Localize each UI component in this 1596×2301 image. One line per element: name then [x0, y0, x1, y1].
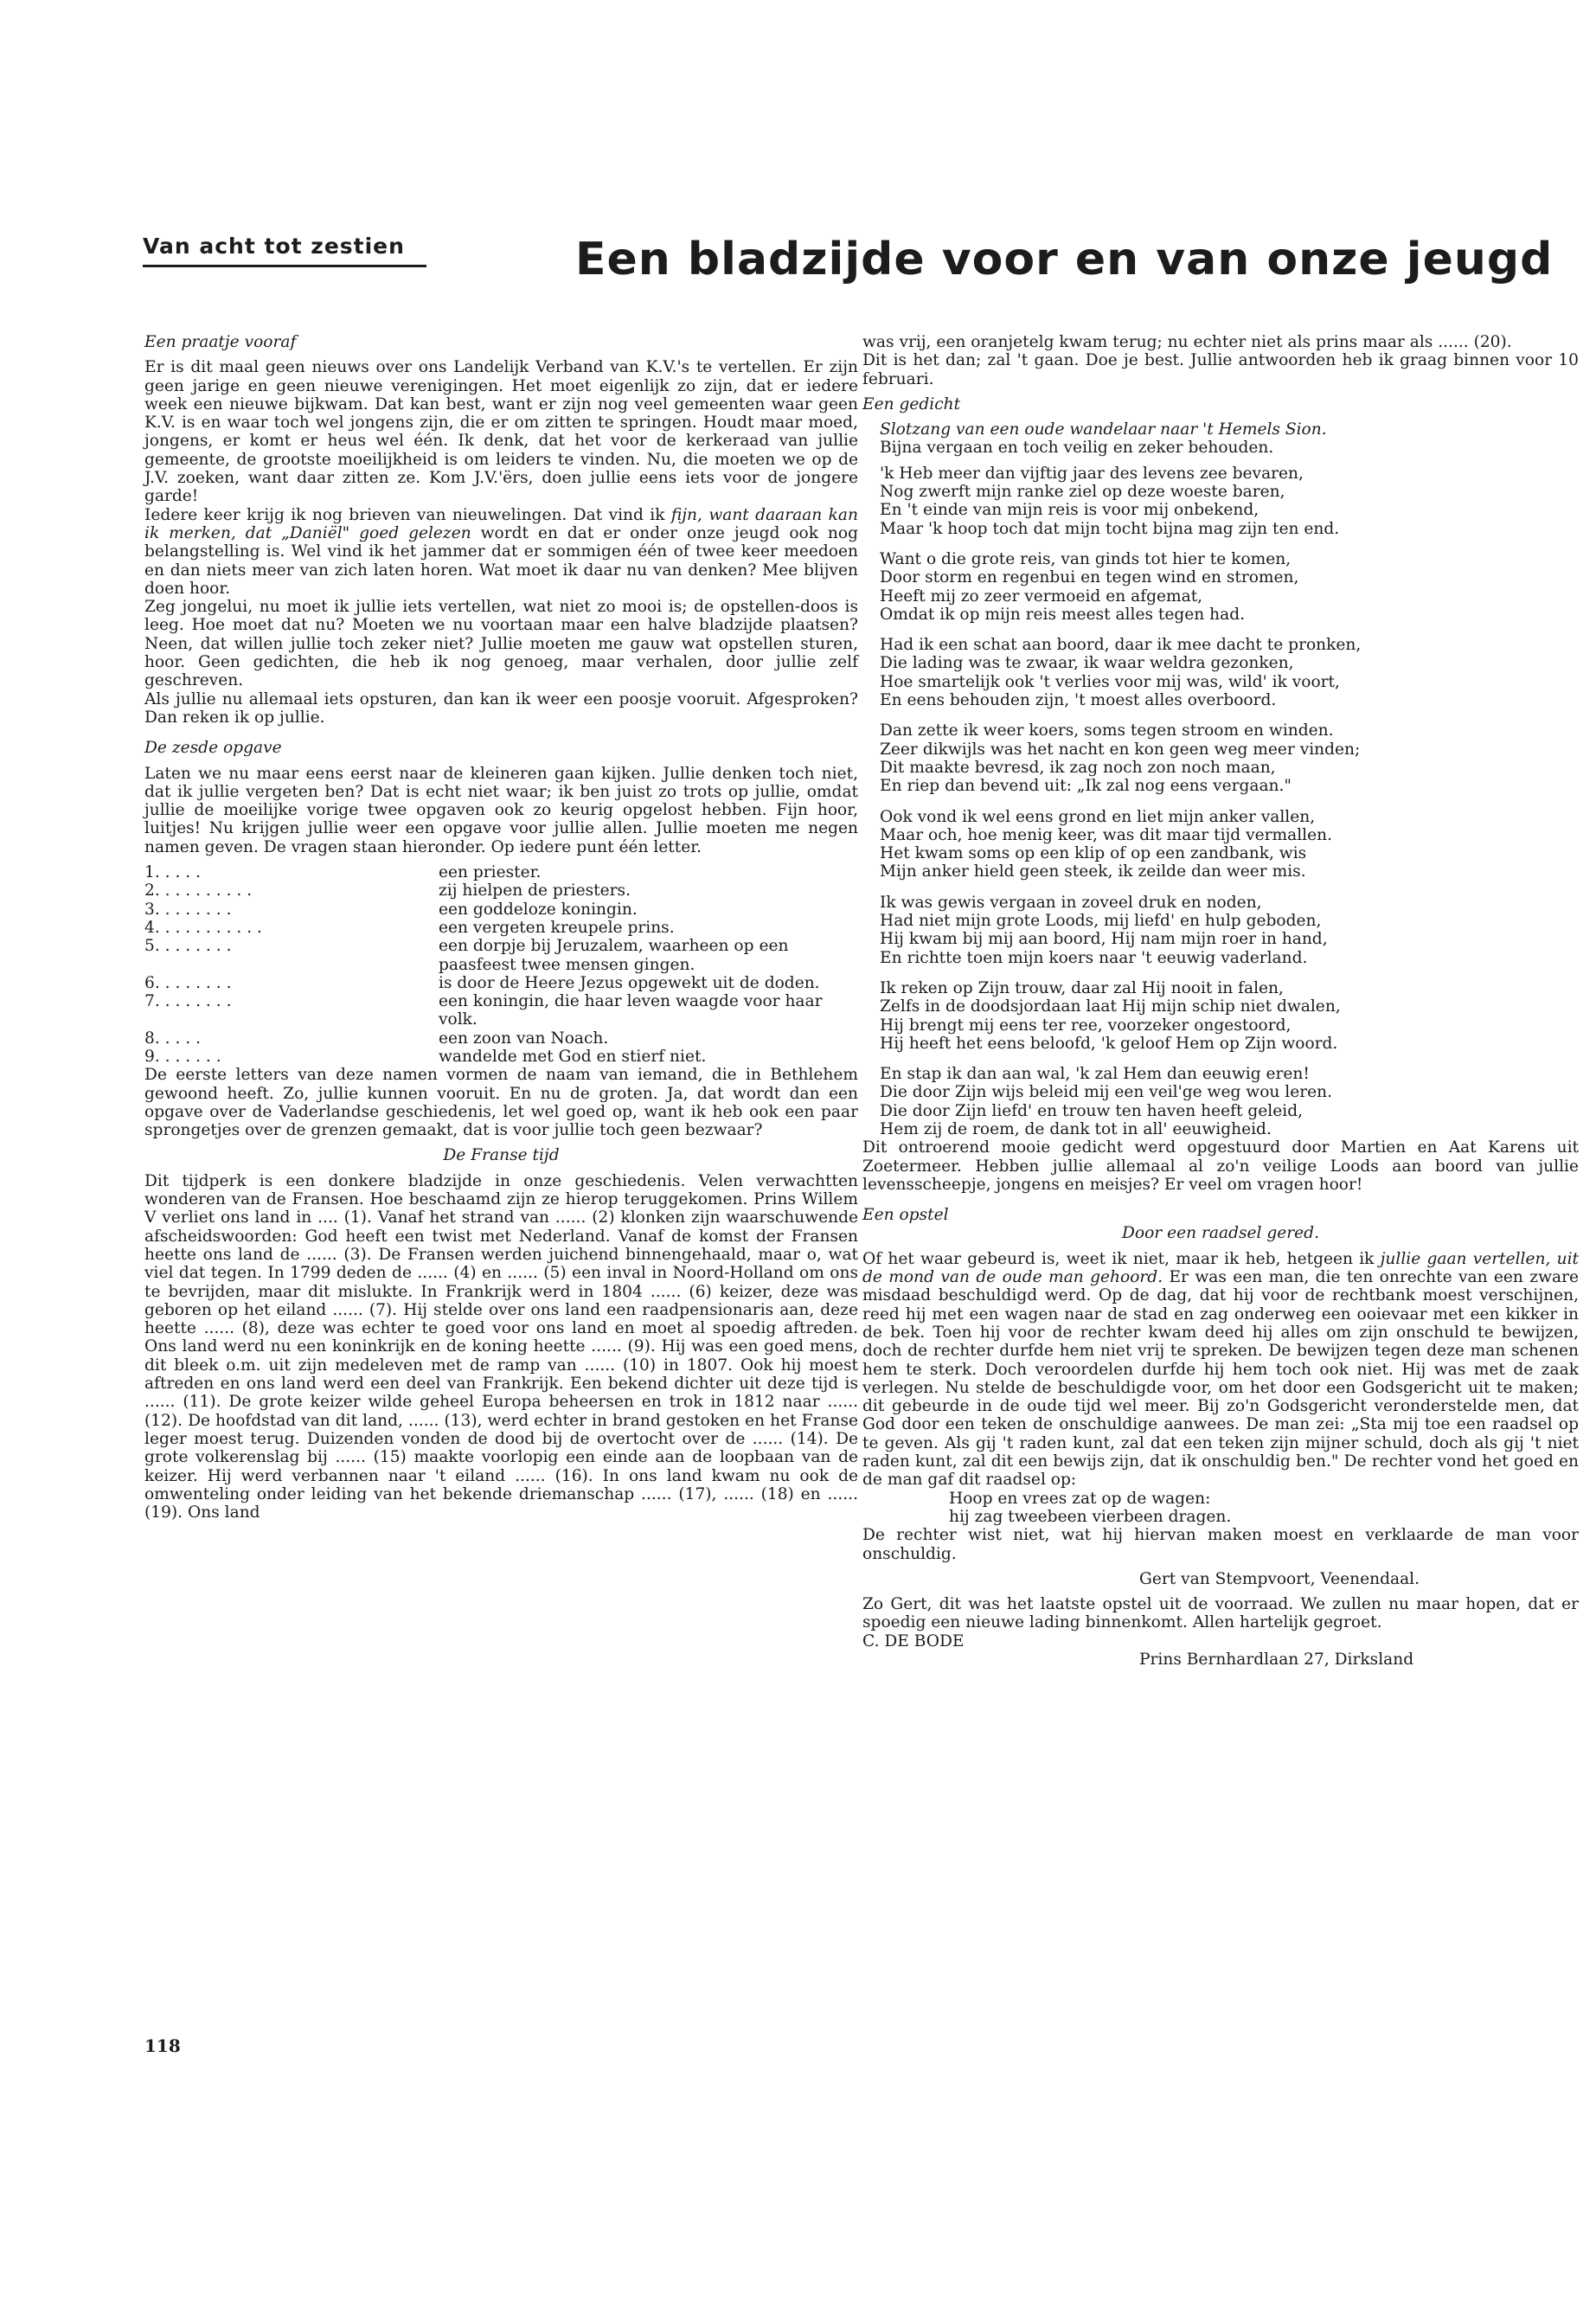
- poem-line: En stap ik dan aan wal, 'k zal Hem dan eeuwig eren!: [880, 1065, 1310, 1084]
- text-run: Er was een man, die ten onrechte van een zware misdaad beschuldigd werd. Op de dag, dat hij voor de rechtbank moest verschijnen, reed hij met een wagen naar de stad en zag onderweg een ooievaar met een kikker in de bek. Toen hij voor de rechter kwam deed hij alles om zijn onschuld te bewijzen, doch de rechter durfde hem niet vrij te spreken. De bewijzen tegen deze man schenen hem te sterk. Doch veroordelen durfde hij hem toch ook niet. Hij was met de zaak verlegen. Nu stelde de beschuldigde voor, om het door een Godsgericht uit te maken; dit gebeurde in de oude tijd wel meer. Bij zo'n Godsgericht veronderstelde men, dat God door een teken de onschuldige aanwees. De man zei: „Sta mij toe een raadsel op te geven. Als gij 't raden kunt, zal dat een teken zijn mijner schuld, doch als gij 't niet raden kunt, zal dit een bewijs zijn, dat ik onschuldig ben." De rechter vond het goed en de man gaf dit raadsel op:: [862, 1268, 1579, 1490]
- poem-line: Had ik een schat aan boord, daar ik mee dacht te pronken,: [880, 636, 1362, 655]
- italic-text-run: jullie gaan vertellen, uit de mond van de oude man gehoord.: [862, 1249, 1579, 1287]
- paragraph: [144, 506, 858, 598]
- italic-text-run: fijn, want daaraan kan ik merken, dat „Daniël" goed gelezen: [144, 505, 858, 542]
- quiz-item: [144, 1029, 858, 1048]
- poem-stanza: [862, 550, 1579, 624]
- poem-subtitle: Bijna vergaan en toch veilig en zeker behouden.: [880, 439, 1274, 458]
- poem-stanza: [862, 979, 1579, 1053]
- editor-name: C. DE BODE: [862, 1631, 965, 1650]
- riddle-line: hij zag tweebeen vierbeen dragen.: [949, 1507, 1232, 1526]
- poem-line: Mijn anker hield geen steek, ik zeilde dan weer mis.: [880, 862, 1306, 881]
- poem-line: Maar 'k hoop toch dat mijn tocht bijna mag zijn ten end.: [880, 519, 1340, 538]
- section-title-zesde-opgave: De zesde opgave: [144, 739, 282, 758]
- left-column: [144, 333, 858, 1522]
- section-title-opstel: Een opstel: [862, 1206, 949, 1225]
- poem-stanza: [862, 636, 1579, 709]
- poem-line: Door storm en regenbui en tegen wind en stromen,: [880, 568, 1299, 587]
- quiz-item-number: 3. . . . . . . .: [144, 900, 232, 919]
- quiz-item: [144, 992, 858, 1029]
- section-title-franse-tijd: De Franse tijd: [443, 1146, 560, 1165]
- kicker-underline: [143, 265, 426, 267]
- editor-address: Prins Bernhardlaan 27, Dirksland: [1139, 1650, 1414, 1669]
- paragraph: Er is dit maal geen nieuws over ons Landelijk Verband van K.V.'s te vertellen. Er zijn geen jarige en geen nieuwe verenigingen. Het moet eigenlijk zo zijn, dat er iedere week een nieuwe bijkwam. Dat kan best, want er zijn nog veel gemeenten waar geen K.V. is en waar toch wel jongens zijn, die er om zitten te springen. Houdt maar moed, jongens, er komt er heus wel één. Ik denk, dat het voor de kerkeraad van jullie gemeente, de grootste moeilijkheid is om leiders te vinden. Nu, die moeten we op de J.V. zoeken, want daar zitten ze. Kom J.V.'ërs, doen jullie eens iets voor de jongere garde!: [144, 358, 858, 506]
- page-number: 118: [144, 2035, 181, 2056]
- poem-line: Want o die grote reis, van ginds tot hier te komen,: [880, 549, 1292, 568]
- poem-stanza: [862, 465, 1579, 538]
- paragraph: Dit tijdperk is een donkere bladzijde in onze geschiedenis. Velen verwachtten wonderen van de Fransen. Hoe beschaamd zijn ze hierop teruggekomen. Prins Willem V verliet ons land in .... (1). Vanaf het strand van ...... (2) klonken zijn waarschuwende afscheidswoorden: God heeft een twist met Nederland. Vanaf de komst der Fransen heette ons land de ...... (3). De Fransen werden juichend binnengehaald, maar o, wat viel dat tegen. In 1799 deden de ...... (4) en ...... (5) een inval in Noord-Holland om ons te bevrijden, maar dit mislukte. In Frankrijk werd in 1804 ...... (6) keizer, deze was geboren op het eiland ...... (7). Hij stelde over ons land een raadpensionaris aan, deze heette ...... (8), deze was echter te goed voor ons land en moet al spoedig aftreden. Ons land werd nu een koninkrijk en de koning heette ...... (9). Hij was een goed mens, dit bleek o.m. uit zijn medeleven met de ramp van ...... (10) in 1807. Ook hij moest aftreden en ons land werd een deel van Frankrijk. Een bekend dichter uit deze tijd is ...... (11). De grote keizer wilde geheel Europa beheersen en trok in 1812 naar ...... (12). De hoofdstad van dit land, ...... (13), werd echter in brand gestoken en het Franse leger moest terug. Duizenden vonden de dood bij de overtocht over de ...... (14). De grote volkerenslag bij ...... (15) maakte voorlopig een einde aan de loopbaan van de keizer. Hij werd verbannen naar 't eiland ...... (16). In ons land kwam nu ook de omwenteling onder leiding van het bekende driemanschap ...... (17), ...... (18) en ...... (19). Ons land: [144, 1171, 858, 1522]
- paragraph: Dit is het dan; zal 't gaan. Doe je best. Jullie antwoorden heb ik graag binnen voor 10 februari.: [862, 351, 1579, 388]
- poem-line: Ook vond ik wel eens grond en liet mijn anker vallen,: [880, 807, 1316, 826]
- essay-signature: Gert van Stempvoort, Veenendaal.: [1139, 1569, 1420, 1588]
- poem-line: Dit maakte bevresd, ik zag noch zon noch maan,: [880, 758, 1276, 777]
- poem-stanza: [862, 808, 1579, 881]
- quiz-item-number: 8. . . . .: [144, 1029, 202, 1048]
- poem-line: En riep dan bevend uit: „Ik zal nog eens vergaan.": [880, 777, 1292, 796]
- poem-line: Hem zij de roem, de dank tot in all' eeuwigheid.: [880, 1119, 1272, 1138]
- section-title-praatje: Een praatje vooraf: [144, 333, 297, 351]
- poem-line: 'k Heb meer dan vijftig jaar des levens zee bevaren,: [880, 464, 1304, 483]
- paragraph: De eerste letters van deze namen vormen de naam van iemand, die in Bethlehem gewoond heeft. Zo, jullie kunnen vooruit. En nu de groten. Ja, dat wordt dan een opgave over de Vaderlandse geschiedenis, let wel goed op, want ik heb ook een paar sprongetjes over de grenzen gemaakt, dat is voor jullie toch geen bezwaar?: [144, 1066, 858, 1140]
- quiz-item: [144, 919, 858, 937]
- quiz-item-number: 5. . . . . . . .: [144, 937, 232, 956]
- paragraph: Laten we nu maar eens eerst naar de kleineren gaan kijken. Jullie denken toch niet, dat ik jullie vergeten ben? Dat is echt niet waar; ik ben juist zo trots op jullie, omdat jullie de moeilijke vorige twee opgaven ook zo keurig opgelost hebben. Fijn hoor, luitjes! Nu krijgen jullie weer een opgave voor jullie allen. Jullie moeten me negen namen geven. De vragen staan hieronder. Op iedere punt één letter.: [144, 764, 858, 856]
- poem-title: Slotzang van een oude wandelaar naar 't Hemels Sion.: [880, 420, 1327, 439]
- text-run: Iedere keer krijg ik nog brieven van nieuwelingen. Dat vind ik: [144, 505, 671, 524]
- poem-line: Het kwam soms op een klip of op een zandbank, wis: [880, 844, 1307, 863]
- text-run: wordt en dat er onder onze jeugd ook nog belangstelling is. Wel vind ik het jammer dat er sommigen één of twee keer meedoen en dan niets meer van zich laten horen. Wat moet ik daar nu van denken? Mee blijven doen hoor.: [144, 523, 859, 598]
- text-run: Of het waar gebeurd is, weet ik niet, maar ik heb, hetgeen ik: [862, 1249, 1381, 1268]
- quiz-item: [144, 901, 858, 919]
- essay-title: Door een raadsel gered.: [1122, 1224, 1319, 1243]
- poem-line: En eens behouden zijn, 't moest alles overboord.: [880, 691, 1277, 710]
- poem-line: Hij kwam bij mij aan boord, Hij nam mijn roer in hand,: [880, 930, 1328, 949]
- page-headline: Een bladzijde voor en van onze jeugd: [575, 234, 1554, 285]
- quiz-item-text: is door de Heere Jezus opgewekt uit de doden.: [439, 973, 820, 992]
- quiz-item-text: een vergeten kreupele prins.: [439, 918, 675, 937]
- poem-stanza: [862, 721, 1579, 795]
- poem-line: Die lading was te zwaar, ik waar weldra gezonken,: [880, 654, 1294, 673]
- quiz-list: [144, 863, 858, 1066]
- right-column: [862, 333, 1579, 1669]
- quiz-item-number: 7. . . . . . . .: [144, 992, 232, 1011]
- poem-line: Heeft mij zo zeer vermoeid en afgemat,: [880, 586, 1203, 606]
- poem-line: Die door Zijn liefd' en trouw ten haven heeft geleid,: [880, 1101, 1304, 1120]
- quiz-item-text: zij hielpen de priesters.: [439, 881, 631, 901]
- quiz-item-number: 6. . . . . . . .: [144, 973, 232, 992]
- paragraph: Zo Gert, dit was het laatste opstel uit de voorraad. We zullen nu maar hopen, dat er spoedig een nieuwe lading binnenkomt. Allen hartelijk gegroet.: [862, 1595, 1579, 1632]
- poem-line: Hij heeft het eens beloofd, 'k geloof Hem op Zijn woord.: [880, 1034, 1338, 1053]
- paragraph: Als jullie nu allemaal iets opsturen, dan kan ik weer een poosje vooruit. Afgesproken? Dan reken ik op jullie.: [144, 689, 858, 727]
- quiz-item: [144, 863, 858, 881]
- poem-stanza: [862, 1065, 1579, 1138]
- quiz-item-number: 4. . . . . . . . . . .: [144, 918, 262, 937]
- paragraph: De rechter wist niet, wat hij hiervan maken moest en verklaarde de man voor onschuldig.: [862, 1526, 1579, 1563]
- quiz-item-text: een goddeloze koningin.: [439, 900, 638, 919]
- poem-line: Had niet mijn grote Loods, mij liefd' en hulp geboden,: [880, 912, 1322, 931]
- quiz-item-text: een zoon van Noach.: [439, 1029, 609, 1048]
- quiz-item-number: 1. . . . .: [144, 863, 202, 882]
- section-kicker: Van acht tot zestien: [143, 234, 405, 259]
- poem-line: En richtte toen mijn koers naar 't eeuwig vaderland.: [880, 948, 1308, 967]
- paragraph: [862, 1250, 1579, 1490]
- poem-line: Ik was gewis vergaan in zoveel druk en noden,: [880, 893, 1262, 912]
- quiz-item-number: 9. . . . . . .: [144, 1047, 221, 1066]
- quiz-item: [144, 1048, 858, 1066]
- poem-line: Nog zwerft mijn ranke ziel op deze woeste baren,: [880, 483, 1285, 502]
- quiz-item-text: een dorpje bij Jeruzalem, waarheen op een paasfeest twee mensen gingen.: [439, 937, 789, 974]
- paragraph: Dit ontroerend mooie gedicht werd opgestuurd door Martien en Aat Karens uit Zoetermeer. Hebben jullie allemaal al zo'n veilige Loods aan boord van jullie levensscheepje, jongens en meisjes? Er veel om vragen hoor!: [862, 1138, 1579, 1194]
- poem-stanza: [862, 894, 1579, 967]
- quiz-item: [144, 937, 858, 974]
- quiz-item: [144, 881, 858, 900]
- poem-line: Maar och, hoe menig keer, was dit maar tijd vermallen.: [880, 825, 1332, 844]
- quiz-item-text: wandelde met God en stierf niet.: [439, 1047, 707, 1066]
- poem-line: Die door Zijn wijs beleid mij een veil'ge weg wou leren.: [880, 1083, 1333, 1102]
- poem: [862, 420, 1579, 1138]
- riddle-line: Hoop en vrees zat op de wagen:: [949, 1489, 1211, 1508]
- poem-line: En 't einde van mijn reis is voor mij onbekend,: [880, 501, 1259, 520]
- quiz-item-text: een koningin, die haar leven waagde voor haar volk.: [439, 992, 823, 1029]
- poem-line: Ik reken op Zijn trouw, daar zal Hij nooit in falen,: [880, 978, 1284, 997]
- poem-line: Zelfs in de doodsjordaan laat Hij mijn schip niet dwalen,: [880, 997, 1341, 1016]
- quiz-item-number: 2. . . . . . . . . .: [144, 881, 253, 901]
- section-title-gedicht: Een gedicht: [862, 394, 961, 413]
- poem-line: Zeer dikwijls was het nacht en kon geen weg meer vinden;: [880, 740, 1361, 759]
- paragraph: was vrij, een oranjetelg kwam terug; nu echter niet als prins maar als ...... (20).: [862, 333, 1512, 351]
- poem-line: Hij brengt mij eens ter ree, voorzeker ongestoord,: [880, 1016, 1292, 1035]
- poem-line: Omdat ik op mijn reis meest alles tegen had.: [880, 605, 1246, 624]
- poem-line: Hoe smartelijk ook 't verlies voor mij was, wild' ik voort,: [880, 672, 1340, 691]
- quiz-item: [144, 974, 858, 992]
- quiz-item-text: een priester.: [439, 863, 542, 882]
- paragraph: Zeg jongelui, nu moet ik jullie iets vertellen, wat niet zo mooi is; de opstellen-doos is leeg. Hoe moet dat nu? Moeten we nu voortaan maar een halve bladzijde plaatsen? Neen, dat willen jullie toch zeker niet? Jullie moeten me gauw wat opstellen sturen, hoor. Geen gedichten, die heb ik nog genoeg, maar verhalen, door jullie zelf geschreven.: [144, 598, 858, 690]
- poem-line: Dan zette ik weer koers, soms tegen stroom en winden.: [880, 721, 1334, 740]
